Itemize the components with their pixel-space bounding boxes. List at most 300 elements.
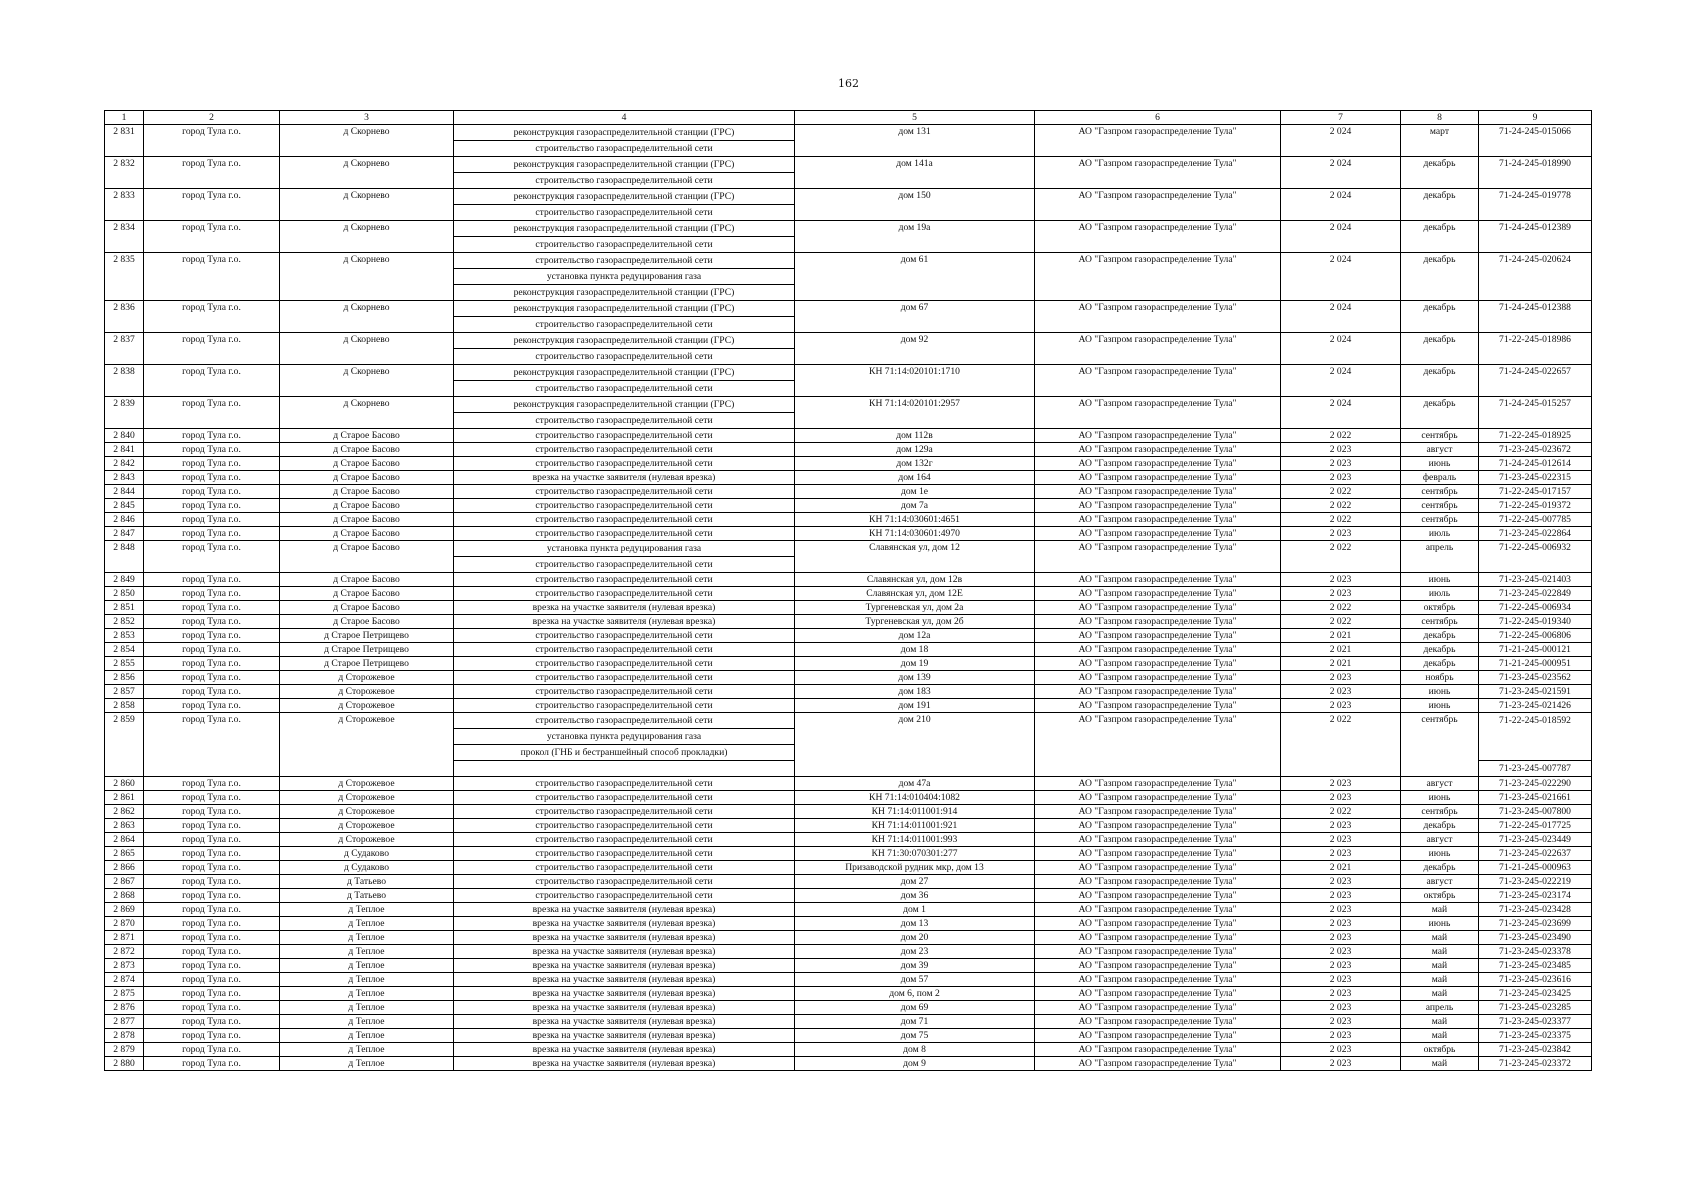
- settlement: д Скорнево: [280, 189, 454, 221]
- object-address: дом 1е: [795, 485, 1035, 499]
- works-cell: строительство газораспределительной сети: [454, 685, 795, 699]
- organization: АО "Газпром газораспределение Тула": [1035, 587, 1281, 601]
- settlement: д Татьево: [280, 889, 454, 903]
- year: 2 022: [1281, 485, 1401, 499]
- year: 2 022: [1281, 513, 1401, 527]
- settlement: д Теплое: [280, 987, 454, 1001]
- works-cell: [454, 713, 795, 777]
- organization: АО "Газпром газораспределение Тула": [1035, 397, 1281, 429]
- row-number: 2 857: [105, 685, 144, 699]
- month: декабрь: [1401, 397, 1479, 429]
- month: май: [1401, 1057, 1479, 1071]
- year: 2 023: [1281, 931, 1401, 945]
- application-code-cell: 71-23-245-023428: [1479, 903, 1592, 917]
- row-number: 2 851: [105, 601, 144, 615]
- object-address: дом 131: [795, 125, 1035, 157]
- row-number: 2 860: [105, 777, 144, 791]
- municipality: город Тула г.о.: [144, 485, 280, 499]
- column-header: 5: [795, 111, 1035, 125]
- organization: АО "Газпром газораспределение Тула": [1035, 457, 1281, 471]
- object-address: КН 71:14:011001:914: [795, 805, 1035, 819]
- organization: АО "Газпром газораспределение Тула": [1035, 615, 1281, 629]
- year: 2 021: [1281, 657, 1401, 671]
- work-type: строительство газораспределительной сети: [454, 204, 794, 220]
- object-address: КН 71:14:020101:2957: [795, 397, 1035, 429]
- works-cell: [454, 221, 795, 253]
- organization: АО "Газпром газораспределение Тула": [1035, 471, 1281, 485]
- settlement: д Старое Басово: [280, 601, 454, 615]
- work-type: строительство газораспределительной сети: [454, 172, 794, 188]
- row-number: 2 875: [105, 987, 144, 1001]
- row-number: 2 839: [105, 397, 144, 429]
- year: 2 023: [1281, 685, 1401, 699]
- table-row: [105, 429, 1592, 443]
- organization: АО "Газпром газораспределение Тула": [1035, 601, 1281, 615]
- settlement: д Теплое: [280, 917, 454, 931]
- row-number: 2 849: [105, 573, 144, 587]
- year: 2 024: [1281, 365, 1401, 397]
- month: декабрь: [1401, 629, 1479, 643]
- table-row: [105, 833, 1592, 847]
- organization: АО "Газпром газораспределение Тула": [1035, 777, 1281, 791]
- row-number: 2 859: [105, 713, 144, 777]
- municipality: город Тула г.о.: [144, 601, 280, 615]
- row-number: 2 873: [105, 959, 144, 973]
- year: 2 023: [1281, 1043, 1401, 1057]
- application-code-cell: 71-23-245-023842: [1479, 1043, 1592, 1057]
- month: октябрь: [1401, 601, 1479, 615]
- organization: АО "Газпром газораспределение Тула": [1035, 987, 1281, 1001]
- works-cell: врезка на участке заявителя (нулевая врезка): [454, 959, 795, 973]
- settlement: д Старое Басово: [280, 587, 454, 601]
- works-cell: строительство газораспределительной сети: [454, 587, 795, 601]
- works-cell: [454, 301, 795, 333]
- work-type: реконструкция газораспределительной станции (ГРС): [513, 367, 735, 378]
- works-cell: врезка на участке заявителя (нулевая врезка): [454, 1029, 795, 1043]
- year: 2 023: [1281, 833, 1401, 847]
- application-code-cell: 71-22-245-018925: [1479, 429, 1592, 443]
- table-row: [105, 1029, 1592, 1043]
- month: декабрь: [1401, 643, 1479, 657]
- year: 2 023: [1281, 443, 1401, 457]
- month: декабрь: [1401, 861, 1479, 875]
- works-cell: строительство газораспределительной сети: [454, 777, 795, 791]
- object-address: дом 112в: [795, 429, 1035, 443]
- column-header: 1: [105, 111, 144, 125]
- application-code-cell: 71-23-245-023377: [1479, 1015, 1592, 1029]
- month: май: [1401, 1029, 1479, 1043]
- settlement: д Скорнево: [280, 253, 454, 301]
- table-row: [105, 615, 1592, 629]
- work-type: строительство газораспределительной сети: [454, 556, 794, 572]
- month: сентябрь: [1401, 485, 1479, 499]
- object-address: Призаводской рудник мкр, дом 13: [795, 861, 1035, 875]
- table-row: [105, 587, 1592, 601]
- month: июнь: [1401, 847, 1479, 861]
- application-code-cell: 71-22-245-019372: [1479, 499, 1592, 513]
- settlement: д Старое Петрищево: [280, 643, 454, 657]
- row-number: 2 837: [105, 333, 144, 365]
- row-number: 2 879: [105, 1043, 144, 1057]
- municipality: город Тула г.о.: [144, 973, 280, 987]
- year: 2 022: [1281, 713, 1401, 777]
- organization: АО "Газпром газораспределение Тула": [1035, 671, 1281, 685]
- settlement: д Теплое: [280, 931, 454, 945]
- month: май: [1401, 973, 1479, 987]
- works-cell: врезка на участке заявителя (нулевая врезка): [454, 1015, 795, 1029]
- application-code-cell: 71-24-245-012388: [1479, 301, 1592, 333]
- application-code-cell: 71-23-245-021426: [1479, 699, 1592, 713]
- month: февраль: [1401, 471, 1479, 485]
- municipality: город Тула г.о.: [144, 917, 280, 931]
- month: август: [1401, 443, 1479, 457]
- object-address: дом 9: [795, 1057, 1035, 1071]
- month: сентябрь: [1401, 615, 1479, 629]
- application-code-cell: 71-21-245-000951: [1479, 657, 1592, 671]
- municipality: город Тула г.о.: [144, 221, 280, 253]
- application-code-cell: 71-23-245-023375: [1479, 1029, 1592, 1043]
- month: июнь: [1401, 699, 1479, 713]
- row-number: 2 831: [105, 125, 144, 157]
- month: май: [1401, 931, 1479, 945]
- municipality: город Тула г.о.: [144, 471, 280, 485]
- municipality: город Тула г.о.: [144, 189, 280, 221]
- object-address: Тургеневская ул, дом 2а: [795, 601, 1035, 615]
- table-row: [105, 457, 1592, 471]
- municipality: город Тула г.о.: [144, 513, 280, 527]
- works-cell: строительство газораспределительной сети: [454, 573, 795, 587]
- municipality: город Тула г.о.: [144, 1057, 280, 1071]
- row-number: 2 852: [105, 615, 144, 629]
- row-number: 2 838: [105, 365, 144, 397]
- object-address: дом 69: [795, 1001, 1035, 1015]
- works-cell: строительство газораспределительной сети: [454, 833, 795, 847]
- application-code-cell: 71-22-245-017725: [1479, 819, 1592, 833]
- year: 2 021: [1281, 629, 1401, 643]
- month: июль: [1401, 527, 1479, 541]
- object-address: дом 36: [795, 889, 1035, 903]
- municipality: город Тула г.о.: [144, 365, 280, 397]
- month: сентябрь: [1401, 805, 1479, 819]
- table-row: [105, 987, 1592, 1001]
- works-cell: [454, 397, 795, 429]
- settlement: д Скорнево: [280, 333, 454, 365]
- work-type: прокол (ГНБ и бестраншейный способ прокладки): [454, 744, 794, 760]
- year: 2 024: [1281, 125, 1401, 157]
- table-row: [105, 917, 1592, 931]
- work-type: реконструкция газораспределительной станции (ГРС): [513, 303, 735, 314]
- works-cell: строительство газораспределительной сети: [454, 671, 795, 685]
- month: август: [1401, 875, 1479, 889]
- organization: АО "Газпром газораспределение Тула": [1035, 945, 1281, 959]
- month: июнь: [1401, 457, 1479, 471]
- municipality: город Тула г.о.: [144, 713, 280, 777]
- object-address: дом 13: [795, 917, 1035, 931]
- row-number: 2 834: [105, 221, 144, 253]
- year: 2 024: [1281, 301, 1401, 333]
- row-number: 2 840: [105, 429, 144, 443]
- table-row: [105, 671, 1592, 685]
- work-type: строительство газораспределительной сети: [454, 316, 794, 332]
- organization: АО "Газпром газораспределение Тула": [1035, 657, 1281, 671]
- municipality: город Тула г.о.: [144, 587, 280, 601]
- column-header: 7: [1281, 111, 1401, 125]
- year: 2 023: [1281, 457, 1401, 471]
- organization: АО "Газпром газораспределение Тула": [1035, 861, 1281, 875]
- object-address: дом 27: [795, 875, 1035, 889]
- application-code-cell: 71-23-245-021661: [1479, 791, 1592, 805]
- row-number: 2 861: [105, 791, 144, 805]
- year: 2 022: [1281, 805, 1401, 819]
- municipality: город Тула г.о.: [144, 833, 280, 847]
- organization: АО "Газпром газораспределение Тула": [1035, 699, 1281, 713]
- object-address: дом 19а: [795, 221, 1035, 253]
- table-row: [105, 1043, 1592, 1057]
- organization: АО "Газпром газораспределение Тула": [1035, 931, 1281, 945]
- organization: АО "Газпром газораспределение Тула": [1035, 157, 1281, 189]
- organization: АО "Газпром газораспределение Тула": [1035, 125, 1281, 157]
- year: 2 023: [1281, 917, 1401, 931]
- row-number: 2 845: [105, 499, 144, 513]
- settlement: д Судаково: [280, 861, 454, 875]
- month: июль: [1401, 587, 1479, 601]
- application-code-cell: 71-23-245-022219: [1479, 875, 1592, 889]
- object-address: Славянская ул, дом 12Е: [795, 587, 1035, 601]
- application-code-cell: 71-23-245-023378: [1479, 945, 1592, 959]
- table-body: [105, 125, 1592, 1071]
- settlement: д Теплое: [280, 1029, 454, 1043]
- month: май: [1401, 945, 1479, 959]
- municipality: город Тула г.о.: [144, 819, 280, 833]
- settlement: д Старое Басово: [280, 471, 454, 485]
- municipality: город Тула г.о.: [144, 699, 280, 713]
- settlement: д Сторожевое: [280, 777, 454, 791]
- work-type: реконструкция газораспределительной станции (ГРС): [513, 399, 735, 410]
- register-table: [104, 110, 1592, 1071]
- row-number: 2 833: [105, 189, 144, 221]
- municipality: город Тула г.о.: [144, 671, 280, 685]
- organization: АО "Газпром газораспределение Тула": [1035, 903, 1281, 917]
- organization: АО "Газпром газораспределение Тула": [1035, 513, 1281, 527]
- month: декабрь: [1401, 333, 1479, 365]
- table-row: [105, 805, 1592, 819]
- municipality: город Тула г.о.: [144, 573, 280, 587]
- application-code-cell: 71-22-245-006806: [1479, 629, 1592, 643]
- year: 2 023: [1281, 959, 1401, 973]
- application-code-cell: 71-23-245-023485: [1479, 959, 1592, 973]
- works-cell: строительство газораспределительной сети: [454, 889, 795, 903]
- settlement: д Старое Басово: [280, 541, 454, 573]
- organization: АО "Газпром газораспределение Тула": [1035, 959, 1281, 973]
- year: 2 023: [1281, 819, 1401, 833]
- settlement: д Сторожевое: [280, 671, 454, 685]
- municipality: город Тула г.о.: [144, 333, 280, 365]
- column-header: 8: [1401, 111, 1479, 125]
- municipality: город Тула г.о.: [144, 253, 280, 301]
- table-row: [105, 527, 1592, 541]
- year: 2 022: [1281, 541, 1401, 573]
- table-row: [105, 541, 1592, 573]
- table-row: [105, 931, 1592, 945]
- table-row: [105, 443, 1592, 457]
- organization: АО "Газпром газораспределение Тула": [1035, 429, 1281, 443]
- settlement: д Старое Басово: [280, 615, 454, 629]
- works-cell: врезка на участке заявителя (нулевая врезка): [454, 987, 795, 1001]
- object-address: дом 150: [795, 189, 1035, 221]
- application-code-cell: 71-24-245-020624: [1479, 253, 1592, 301]
- municipality: город Тула г.о.: [144, 541, 280, 573]
- year: 2 023: [1281, 573, 1401, 587]
- settlement: д Судаково: [280, 847, 454, 861]
- object-address: дом 18: [795, 643, 1035, 657]
- row-number: 2 870: [105, 917, 144, 931]
- year: 2 024: [1281, 221, 1401, 253]
- row-number: 2 877: [105, 1015, 144, 1029]
- year: 2 024: [1281, 397, 1401, 429]
- row-number: 2 835: [105, 253, 144, 301]
- year: 2 023: [1281, 987, 1401, 1001]
- row-number: 2 847: [105, 527, 144, 541]
- table-row: [105, 959, 1592, 973]
- row-number: 2 832: [105, 157, 144, 189]
- year: 2 023: [1281, 777, 1401, 791]
- work-type: реконструкция газораспределительной станции (ГРС): [513, 335, 735, 346]
- organization: АО "Газпром газораспределение Тула": [1035, 499, 1281, 513]
- month: декабрь: [1401, 819, 1479, 833]
- work-type: реконструкция газораспределительной станции (ГРС): [513, 191, 735, 202]
- header-row: [105, 111, 1592, 125]
- table-row: [105, 157, 1592, 189]
- table-row: [105, 629, 1592, 643]
- municipality: город Тула г.о.: [144, 861, 280, 875]
- row-number: 2 874: [105, 973, 144, 987]
- row-number: 2 880: [105, 1057, 144, 1071]
- municipality: город Тула г.о.: [144, 777, 280, 791]
- object-address: дом 132г: [795, 457, 1035, 471]
- row-number: 2 844: [105, 485, 144, 499]
- object-address: дом 191: [795, 699, 1035, 713]
- organization: АО "Газпром газораспределение Тула": [1035, 685, 1281, 699]
- year: 2 024: [1281, 189, 1401, 221]
- works-cell: врезка на участке заявителя (нулевая врезка): [454, 973, 795, 987]
- table-row: [105, 713, 1592, 777]
- table-row: [105, 499, 1592, 513]
- works-cell: врезка на участке заявителя (нулевая врезка): [454, 1001, 795, 1015]
- municipality: город Тула г.о.: [144, 945, 280, 959]
- works-cell: [454, 253, 795, 301]
- organization: АО "Газпром газораспределение Тула": [1035, 443, 1281, 457]
- application-code-cell: 71-24-245-022657: [1479, 365, 1592, 397]
- table-row: [105, 777, 1592, 791]
- table-row: [105, 1015, 1592, 1029]
- application-code-cell: 71-23-245-023672: [1479, 443, 1592, 457]
- settlement: д Скорнево: [280, 221, 454, 253]
- works-cell: строительство газораспределительной сети: [454, 875, 795, 889]
- municipality: город Тула г.о.: [144, 847, 280, 861]
- application-code-cell: 71-23-245-021591: [1479, 685, 1592, 699]
- application-code-cell: 71-24-245-012389: [1479, 221, 1592, 253]
- municipality: город Тула г.о.: [144, 443, 280, 457]
- work-type: строительство газораспределительной сети: [535, 715, 713, 726]
- settlement: д Старое Басово: [280, 429, 454, 443]
- application-code-cell: 71-23-245-022315: [1479, 471, 1592, 485]
- row-number: 2 864: [105, 833, 144, 847]
- settlement: д Старое Басово: [280, 457, 454, 471]
- row-number: 2 853: [105, 629, 144, 643]
- year: 2 023: [1281, 1057, 1401, 1071]
- works-cell: строительство газораспределительной сети: [454, 499, 795, 513]
- works-cell: строительство газораспределительной сети: [454, 629, 795, 643]
- settlement: д Старое Петрищево: [280, 629, 454, 643]
- row-number: 2 869: [105, 903, 144, 917]
- row-number: 2 871: [105, 931, 144, 945]
- object-address: дом 39: [795, 959, 1035, 973]
- works-cell: строительство газораспределительной сети: [454, 513, 795, 527]
- application-code-cell: 71-23-245-023425: [1479, 987, 1592, 1001]
- organization: АО "Газпром газораспределение Тула": [1035, 527, 1281, 541]
- settlement: д Татьево: [280, 875, 454, 889]
- year: 2 024: [1281, 253, 1401, 301]
- organization: АО "Газпром газораспределение Тула": [1035, 713, 1281, 777]
- municipality: город Тула г.о.: [144, 629, 280, 643]
- object-address: дом 75: [795, 1029, 1035, 1043]
- application-code: 71-23-245-007787: [1479, 760, 1591, 776]
- row-number: 2 867: [105, 875, 144, 889]
- object-address: КН 71:14:030601:4970: [795, 527, 1035, 541]
- table-row: [105, 601, 1592, 615]
- settlement: д Сторожевое: [280, 699, 454, 713]
- municipality: город Тула г.о.: [144, 643, 280, 657]
- settlement: д Теплое: [280, 973, 454, 987]
- object-address: дом 67: [795, 301, 1035, 333]
- object-address: дом 7а: [795, 499, 1035, 513]
- organization: АО "Газпром газораспределение Тула": [1035, 643, 1281, 657]
- application-code-cell: 71-22-245-017157: [1479, 485, 1592, 499]
- object-address: КН 71:30:070301:277: [795, 847, 1035, 861]
- organization: АО "Газпром газораспределение Тула": [1035, 1043, 1281, 1057]
- row-number: 2 878: [105, 1029, 144, 1043]
- year: 2 023: [1281, 903, 1401, 917]
- organization: АО "Газпром газораспределение Тула": [1035, 485, 1281, 499]
- row-number: 2 855: [105, 657, 144, 671]
- works-cell: строительство газораспределительной сети: [454, 527, 795, 541]
- municipality: город Тула г.о.: [144, 889, 280, 903]
- month: июнь: [1401, 791, 1479, 805]
- municipality: город Тула г.о.: [144, 805, 280, 819]
- object-address: КН 71:14:010404:1082: [795, 791, 1035, 805]
- works-cell: врезка на участке заявителя (нулевая врезка): [454, 945, 795, 959]
- table-row: [105, 699, 1592, 713]
- works-cell: строительство газораспределительной сети: [454, 805, 795, 819]
- year: 2 022: [1281, 615, 1401, 629]
- settlement: д Теплое: [280, 945, 454, 959]
- row-number: 2 836: [105, 301, 144, 333]
- settlement: д Скорнево: [280, 397, 454, 429]
- application-code: 71-22-245-018592: [1499, 715, 1571, 726]
- work-type: установка пункта редуцирования газа: [454, 268, 794, 284]
- column-header: 6: [1035, 111, 1281, 125]
- table-row: [105, 125, 1592, 157]
- municipality: город Тула г.о.: [144, 685, 280, 699]
- works-cell: врезка на участке заявителя (нулевая врезка): [454, 615, 795, 629]
- row-number: 2 842: [105, 457, 144, 471]
- object-address: Славянская ул, дом 12в: [795, 573, 1035, 587]
- application-code-cell: 71-23-245-023285: [1479, 1001, 1592, 1015]
- settlement: д Старое Басово: [280, 499, 454, 513]
- table-row: [105, 847, 1592, 861]
- organization: АО "Газпром газораспределение Тула": [1035, 1001, 1281, 1015]
- municipality: город Тула г.о.: [144, 931, 280, 945]
